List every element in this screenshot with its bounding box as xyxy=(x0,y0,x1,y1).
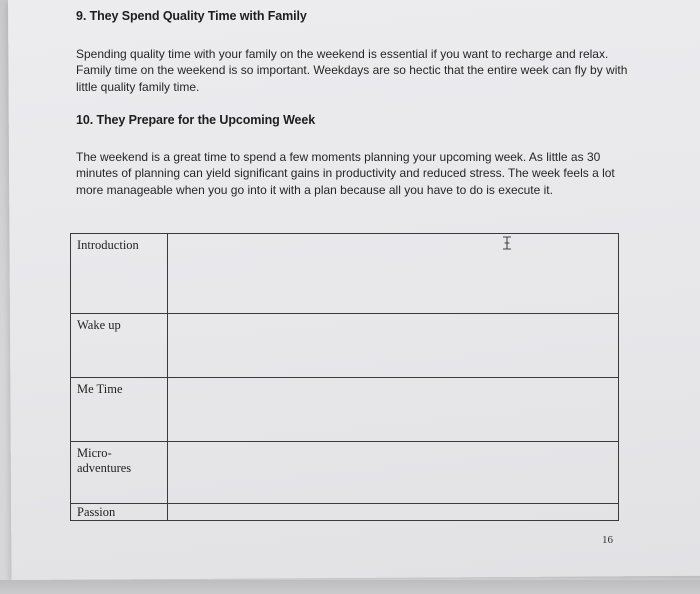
row-value-wake-up[interactable] xyxy=(168,314,619,378)
section-10-body: The weekend is a great time to spend a few moments planning your upcoming week. As little as 30 minutes of planning can yield significant gains in productivity and reduced stress. The week feels a lot more manageable when you go into it with a plan because all you have to do is execute it. xyxy=(76,150,615,197)
table-row xyxy=(71,314,619,378)
table-row xyxy=(71,504,619,521)
row-label-introduction: Introduction xyxy=(71,234,168,314)
text-cursor-icon xyxy=(502,236,512,250)
table-row xyxy=(71,234,619,314)
row-label-passion: Passion xyxy=(71,504,168,521)
section-10-heading: 10. They Prepare for the Upcoming Week xyxy=(76,113,316,127)
row-value-me-time[interactable] xyxy=(168,378,619,442)
section-9-body: Spending quality time with your family on the weekend is essential if you want to recharge and relax. Family time on the weekend is so important. Weekdays are so hectic that the entire week can fly by with little quality family time. xyxy=(76,47,628,94)
activity-table xyxy=(70,233,619,521)
row-value-passion[interactable] xyxy=(168,504,619,521)
row-label-micro-adventures: Micro-adventures xyxy=(71,442,168,504)
table-row xyxy=(71,378,619,442)
row-value-introduction[interactable] xyxy=(168,234,619,314)
table-row xyxy=(71,442,619,504)
row-label-wake-up: Wake up xyxy=(71,314,168,378)
row-label-me-time: Me Time xyxy=(71,378,168,442)
page-number: 16 xyxy=(602,534,613,546)
background-surface xyxy=(0,580,700,594)
row-value-micro-adventures[interactable] xyxy=(168,442,619,504)
section-9-heading: 9. They Spend Quality Time with Family xyxy=(76,9,307,23)
